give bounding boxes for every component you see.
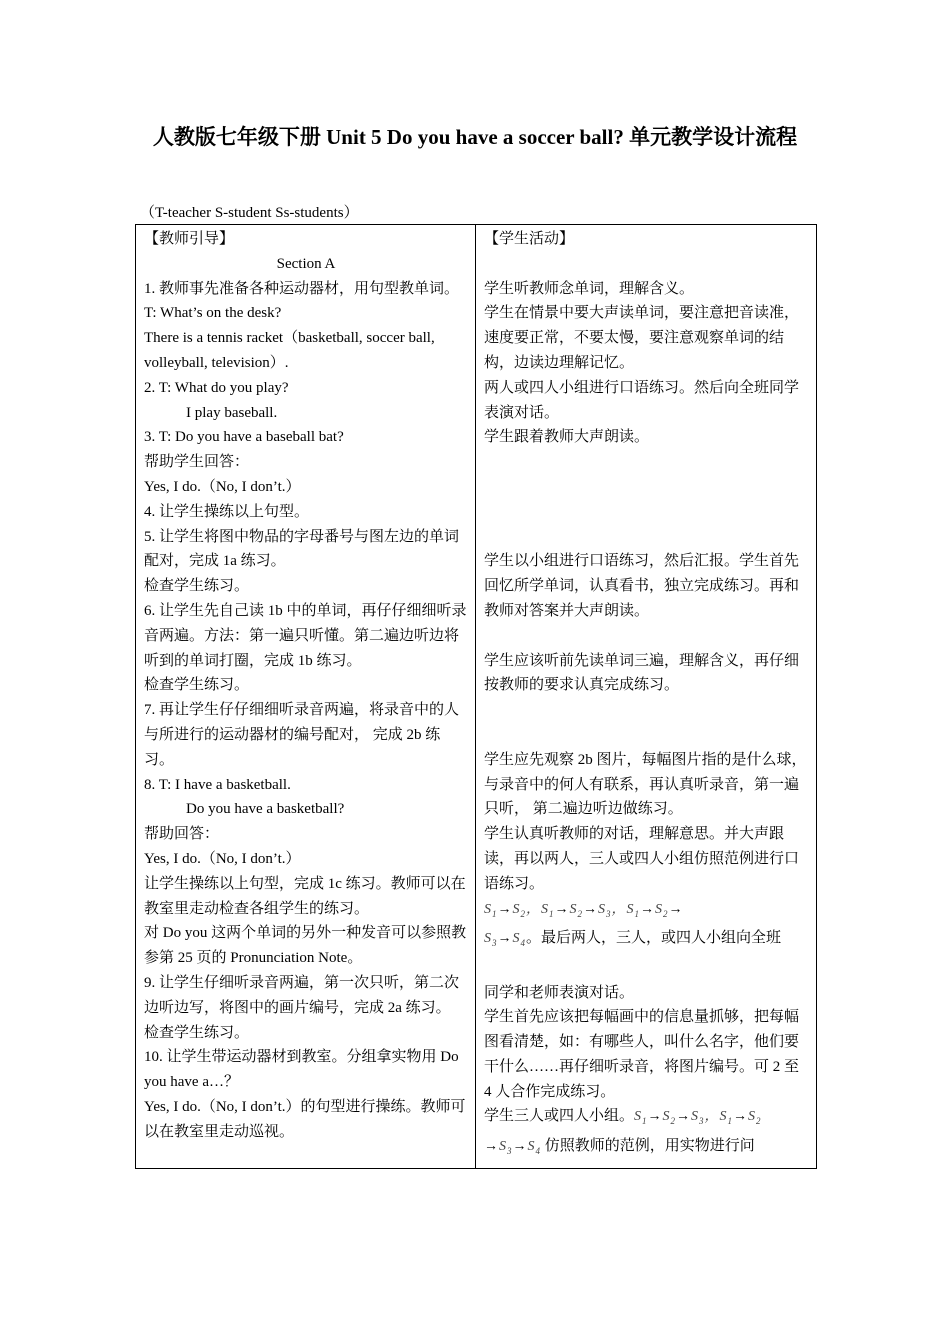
list-item: 10. 让学生带运动器材到教室。分组拿实物用 Do you have a…？ — [144, 1049, 459, 1091]
list-item: T: What’s on the desk? — [144, 305, 282, 322]
teacher-header: 【教师引导】 — [144, 231, 235, 247]
list-item: 4. 让学生操练以上句型。 — [144, 503, 310, 520]
list-item: 让学生操练以上句型，完成 1c 练习。教师可以在教室里走动检查各组学生的练习。 — [144, 875, 466, 917]
group-rotation-line — [484, 1104, 809, 1134]
lesson-plan-table — [135, 224, 817, 1169]
list-item: 同学和老师表演对话。 — [484, 984, 635, 1001]
list-item: 检查学生练习。 — [144, 578, 250, 595]
student-column — [476, 225, 817, 1169]
list-item: 学生应先观察 2b 图片，每幅图片指的是什么球，与录音中的何人有联系，再认真听录音，第一遍只听， 第二遍边听边做练习。 — [484, 751, 807, 818]
list-item: 学生认真听教师的对话，理解意思。并大声跟读，再以两人，三人或四人小组仿照范例进行口语练习。 — [484, 826, 800, 892]
list-item: 学生三人或四人小组。 — [484, 1108, 635, 1125]
list-item: 帮助回答： — [144, 826, 220, 843]
list-item: 帮助学生回答： — [144, 454, 250, 471]
list-item: 学生首先应该把每幅画中的信息量抓够，把每幅图看清楚，如：有哪些人，叫什么名字，他们要干什么……再仔细听录音，将图片编号。可 2 至 4 人合作完成练习。 — [484, 1009, 800, 1100]
list-item: 对 Do you 这两个单词的另外一种发音可以参照教参第 25 页的 Pronunciation Note。 — [144, 925, 467, 967]
group-rotation-line-2 — [484, 1134, 809, 1164]
list-item: 学生跟着教师大声朗读。 — [484, 429, 650, 446]
list-item: Do you have a basketball? — [186, 801, 345, 818]
list-item: Yes, I do.（No, I don’t.） — [144, 478, 301, 495]
table-row — [136, 225, 817, 1169]
list-item: 2. T: What do you play? — [144, 379, 289, 396]
list-item: 3. T: Do you have a baseball bat? — [144, 429, 344, 446]
list-item: 学生应该听前先读单词三遍，理解含义，再仔细按教师的要求认真完成练习。 — [484, 652, 800, 694]
list-item: 检查学生练习。 — [144, 1024, 250, 1041]
pair-rotation-line-2 — [484, 926, 809, 956]
list-item: 7. 再让学生仔仔细细听录音两遍，将录音中的人与所进行的运动器材的编号配对， 完成 2b 练习。 — [144, 702, 460, 768]
list-item: 学生在情景中要大声读单词，要注意把音读准，速度要正常，不要太慢，要注意观察单词的结构，边读边理解记忆。 — [484, 305, 800, 371]
student-header: 【学生活动】 — [484, 231, 575, 247]
document-title: 人教版七年级下册 Unit 5 Do you have a soccer ball? 单元教学设计流程 — [152, 125, 798, 149]
rotation-formula-icon: $S_3\to S_4$ — [484, 931, 526, 948]
rotation-formula-icon: $\to S_3\to S_4$ — [484, 1139, 541, 1156]
section-heading: Section A — [276, 255, 336, 272]
list-item: 5. 让学生将图中物品的字母番号与图左边的单词配对，完成 1a 练习。 — [144, 528, 460, 570]
role-legend: （T-teacher S-student Ss-students） — [140, 205, 359, 221]
list-item: 9. 让学生仔细听录音两遍，第一次只听，第二次边听边写，将图中的画片编号，完成 2a 练习。 — [144, 974, 460, 1016]
list-item: Yes, I do.（No, I don’t.）的句型进行操练。教师可以在教室里走动巡视。 — [144, 1098, 466, 1140]
list-item: There is a tennis racket（basketball, soccer ball, volleyball, television）. — [144, 330, 435, 371]
rotation-formula-icon: $S_1\to S_2\to S_3$，$S_1\to S_2$ — [634, 1109, 762, 1127]
list-item: 仿照教师的范例，用实物进行问 — [544, 1138, 755, 1155]
list-item: 两人或四人小组进行口语练习。然后向全班同学表演对话。 — [484, 379, 800, 421]
list-item: I play baseball. — [186, 404, 278, 421]
list-item: 。最后两人，三人，或四人小组向全班 — [526, 930, 782, 947]
rotation-formula-icon: $S_1\to S_2$，$S_1\to S_2\to S_3$，$S_1\to S_2\to$ — [484, 901, 684, 919]
pair-rotation-line — [484, 897, 809, 927]
list-item: 8. T: I have a basketball. — [144, 776, 291, 793]
list-item: 6. 让学生先自己读 1b 中的单词，再仔仔细细听录音两遍。方法：第一遍只听懂。第二遍边听边将听到的单词打圈，完成 1b 练习。 — [144, 602, 467, 669]
list-item: Yes, I do.（No, I don’t.） — [144, 850, 301, 867]
list-item: 学生听教师念单词，理解含义。 — [484, 280, 695, 297]
list-item: 学生以小组进行口语练习，然后汇报。学生首先回忆所学单词，认真看书，独立完成练习。再和教师对答案并大声朗读。 — [484, 553, 800, 619]
list-item: 检查学生练习。 — [144, 677, 250, 694]
teacher-column — [136, 225, 476, 1169]
list-item: 1. 教师事先准备各种运动器材，用句型教单词。 — [144, 280, 460, 297]
